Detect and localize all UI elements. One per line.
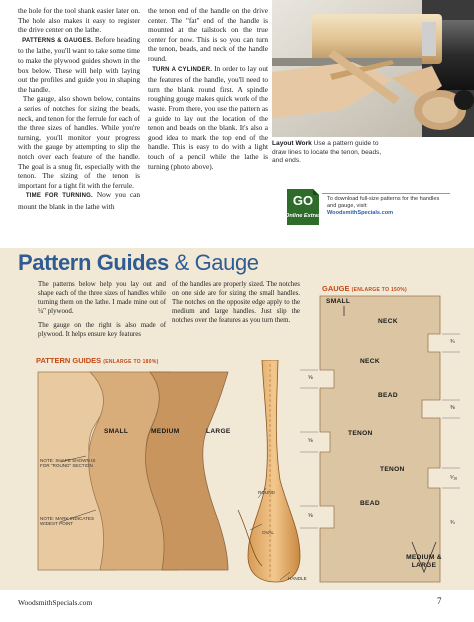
pattern-guides-tag: PATTERN GUIDES (ENLARGE TO 180%) [36, 356, 159, 365]
paragraph: the tenon end of the handle on the drive center. The "fat" end of the handle is mounted at the tailstock on the true center for now. This is so you can turn the tenon, beads, and neck of the handle round. [148, 6, 268, 63]
layout-work-photo [272, 0, 474, 137]
pattern-label-round: ROUND [258, 490, 275, 495]
gauge-label-medium-large: MEDIUM & LARGE [406, 554, 442, 569]
gauge-label-neck-1: NECK [378, 318, 398, 325]
caption-title: Layout Work [272, 140, 312, 147]
dimension-label: ¾ [450, 339, 455, 345]
gauge-drawing [300, 292, 474, 588]
paragraph: PATTERNS & GAUGES. Before heading to the lathe, you'll want to take some time to make the plywood guides shown in the box below. These will help with laying out the profiles and guide you in shaping the handle. [18, 34, 141, 94]
pattern-label-oval: OVAL [262, 530, 274, 535]
article-column-1 [18, 6, 140, 211]
photo-caption: Layout Work Use a pattern guide to draw lines to locate the tenon, beads, and ends. [272, 140, 382, 165]
paragraph: TIME FOR TURNING. Now you can mount the blank in the lathe with [18, 190, 140, 211]
dimension-label: ⅝ [308, 438, 313, 444]
gauge-label-tenon-1: TENON [348, 430, 373, 437]
run-in-heading: TIME FOR TURNING. [25, 193, 93, 200]
dimension-label: ⅝ [308, 375, 313, 381]
article-column-2 [148, 6, 268, 171]
paragraph: the hole for the tool shank easier later on. The hole also makes it easy to register the drive center on the lathe. [18, 6, 140, 35]
gauge-label-bead-1: BEAD [378, 392, 398, 399]
online-extras-badge[interactable] [283, 185, 323, 231]
gauge-label-bead-2: BEAD [360, 500, 380, 507]
dimension-label: ¾ [450, 520, 455, 526]
section-intro-2: of the handles are properly sized. The notches on one side are for sizing the small handles. The notches on the opposite edge apply to the medium and large handles. Just slip the notches over the features as you turn them. [172, 281, 300, 324]
pattern-label-large: LARGE [206, 428, 231, 435]
pattern-label-small: SMALL [104, 428, 129, 435]
dimension-label: ⅜ [450, 405, 455, 411]
gauge-label-tenon-2: TENON [380, 466, 405, 473]
online-extras-link[interactable]: WoodsmithSpecials.com [327, 210, 394, 217]
footer-site: WoodsmithSpecials.com [18, 598, 93, 607]
gauge-label-neck-2: NECK [360, 358, 380, 365]
pattern-guides-drawing [0, 360, 310, 588]
run-in-heading: PATTERNS & GAUGES. [22, 37, 93, 44]
paragraph: The gauge, also shown below, contains a series of notches for sizing the beads, neck, and tenon for the ferrule for each of the three sizes of handles. While you're turning, you'll monitor your progress with the gauge by attempting to slip the notch over each feature of the handle. The goal is a snug fit, especially with the tenon. The sizing of the tenon is important for a tight fit with the ferrule. [18, 94, 140, 190]
gauge-label-small: SMALL [326, 298, 351, 305]
section-intro-1: The patterns below help you lay out and shape each of the three sizes of handles while turning them on the lathe. I made mine out of ¼" plywood. The gauge on the right is also made of plywood. It helps ensure key features [38, 281, 166, 338]
page-number: 7 [437, 596, 442, 606]
dimension-label: ⅝ [308, 513, 313, 519]
dimension-label: ⁵⁄₁₆ [450, 475, 458, 481]
paragraph: TURN A CYLINDER. In order to lay out the features of the handle, you'll need to turn the blank round first. A spindle roughing gouge makes quick work of the waste. From there, you use the pattern as a guide to lay out the location of the tenon and beads on the blank. It's also a good idea to mark the top end of the handle. This is easy to do with a light touch of a pencil while the lathe is turning (photo above). [148, 63, 269, 171]
badge-label: Online Extras [284, 213, 322, 219]
pattern-label-medium: MEDIUM [151, 428, 180, 435]
pattern-label-handle: HANDLE [288, 576, 307, 581]
pattern-note-shape: NOTE: SHAPE SHOWN IS FOR "ROUND" SECTION [40, 458, 96, 469]
badge-go-text: GO [292, 193, 314, 208]
run-in-heading: TURN A CYLINDER. [152, 66, 213, 73]
online-extras-text: To download full-size patterns for the handles and gauge, visit: WoodsmithSpecials.com [327, 196, 440, 217]
pattern-note-mark: NOTE: MARK INDICATES WIDEST POINT [40, 516, 95, 527]
divider [322, 193, 450, 194]
gauge-tag: GAUGE (ENLARGE TO 150%) [322, 284, 407, 293]
section-title: Pattern Guides & Gauge [18, 250, 259, 275]
